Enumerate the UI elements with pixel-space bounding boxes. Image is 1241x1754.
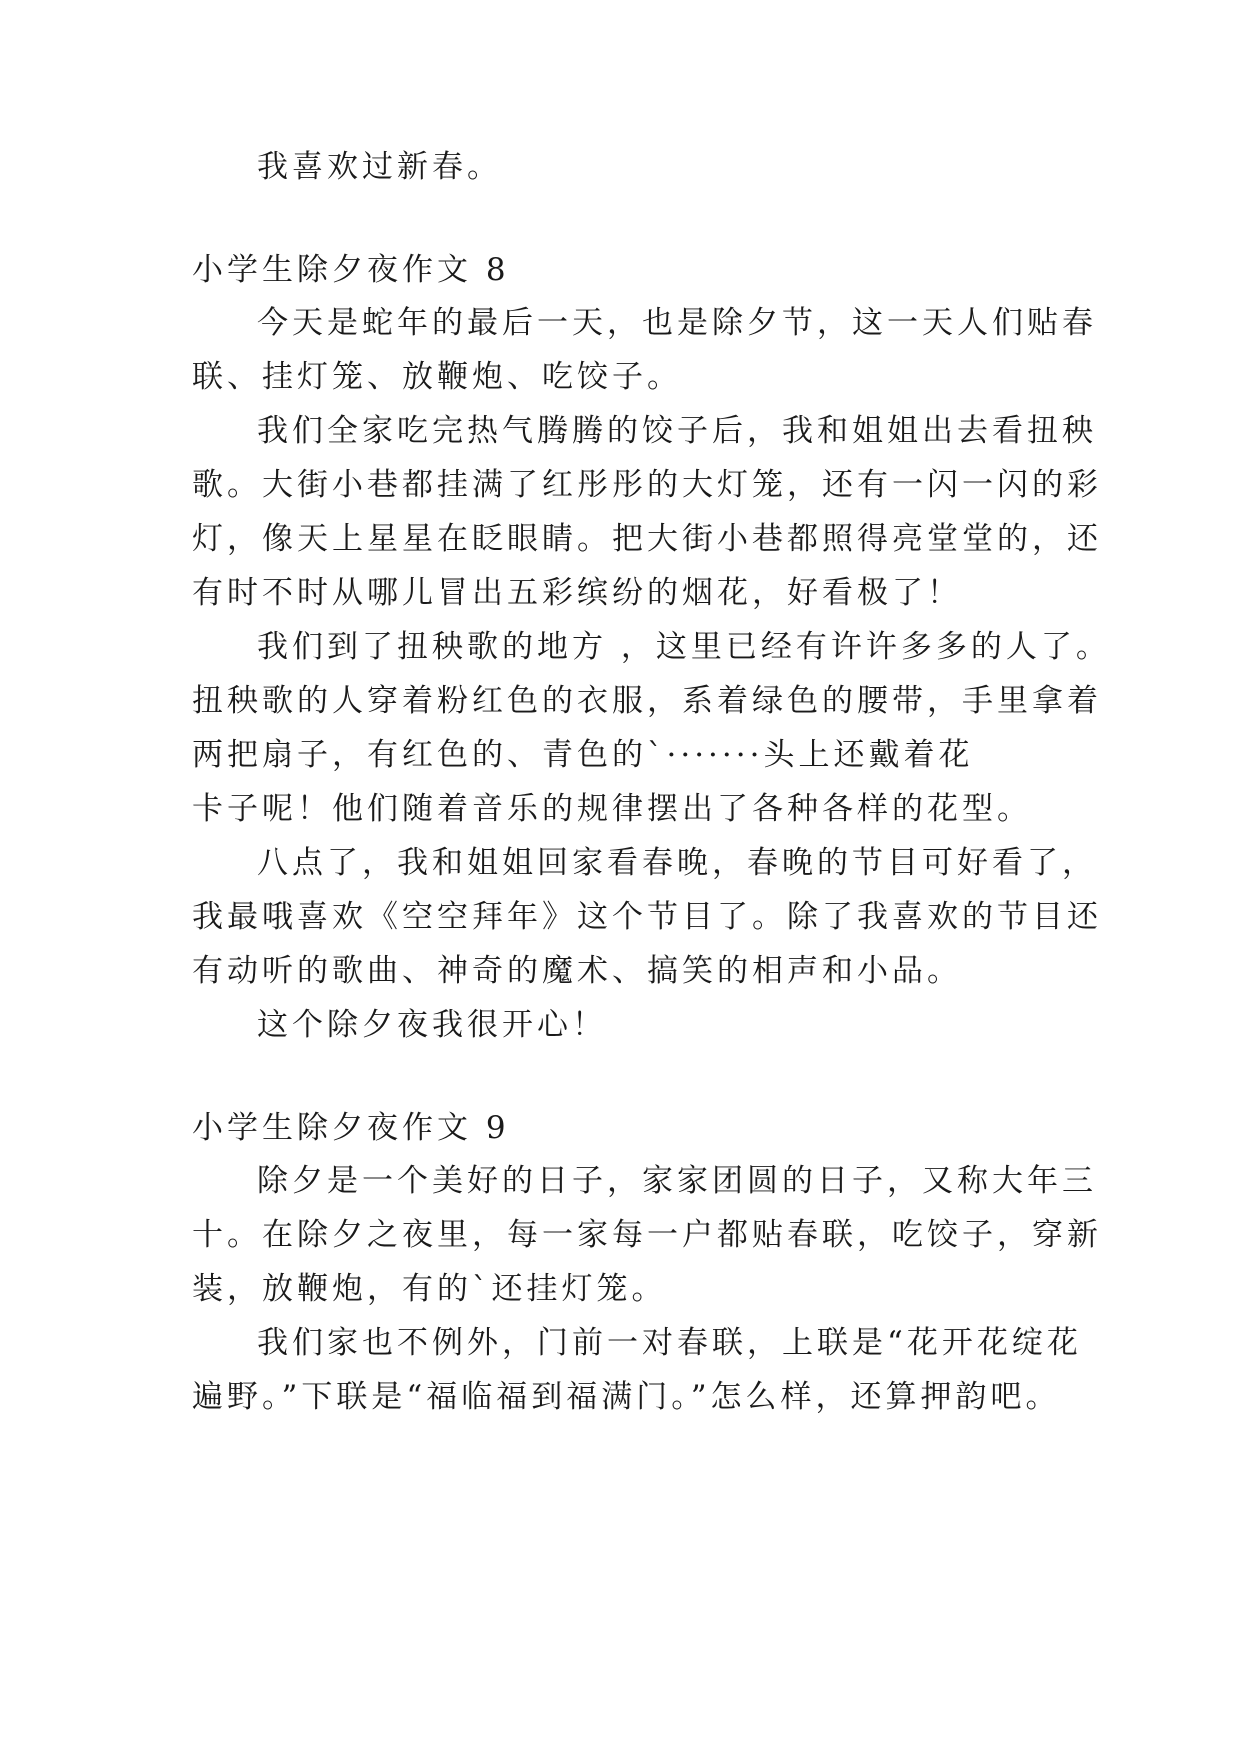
essay8-p3-line2: 扭秧歌的人穿着粉红色的衣服，系着绿色的腰带，手里拿着 [192,683,1102,719]
essay8-p3-line3: 两把扇子，有红色的、青色的`·······头上还戴着花 [192,737,974,773]
essay8-p2-line1: 我们全家吃完热气腾腾的饺子后，我和姐姐出去看扭秧 [257,413,1097,449]
intro-closing-line: 我喜欢过新春。 [257,149,502,185]
essay8-p3-line1: 我们到了扭秧歌的地方 ，这里已经有许许多多的人了。 [257,629,1111,665]
essay8-p4-line3: 有动听的歌曲、神奇的魔术、搞笑的相声和小品。 [192,953,962,989]
essay8-p2-line3: 灯，像天上星星在眨眼睛。把大街小巷都照得亮堂堂的，还 [192,521,1102,557]
essay8-p4-line2: 我最哦喜欢《空空拜年》这个节目了。除了我喜欢的节目还 [192,899,1102,935]
essay9-p1-line1: 除夕是一个美好的日子，家家团圆的日子，又称大年三 [257,1163,1097,1199]
essay8-title: 小学生除夕夜作文 8 [192,252,510,288]
essay9-p2-line1: 我们家也不例外，门前一对春联，上联是“花开花绽花 [257,1325,1082,1361]
essay8-p1-line1: 今天是蛇年的最后一天，也是除夕节，这一天人们贴春 [257,305,1097,341]
essay8-p3-line4: 卡子呢！他们随着音乐的规律摆出了各种各样的花型。 [192,791,1032,827]
essay9-title: 小学生除夕夜作文 9 [192,1110,510,1146]
essay9-p1-line3: 装，放鞭炮，有的`还挂灯笼。 [192,1271,667,1307]
essay8-p2-line4: 有时不时从哪儿冒出五彩缤纷的烟花，好看极了！ [192,575,962,611]
essay9-p1-line2: 十。在除夕之夜里，每一家每一户都贴春联，吃饺子，穿新 [192,1217,1102,1253]
essay8-p4-line1: 八点了，我和姐姐回家看春晚，春晚的节目可好看了， [257,845,1097,881]
essay8-p1-line2: 联、挂灯笼、放鞭炮、吃饺子。 [192,359,682,395]
essay9-p2-line2: 遍野。”下联是“福临福到福满门。”怎么样，还算押韵吧。 [192,1379,1061,1415]
essay8-p5-line1: 这个除夕夜我很开心！ [257,1007,607,1043]
essay8-p2-line2: 歌。大街小巷都挂满了红彤彤的大灯笼，还有一闪一闪的彩 [192,467,1102,503]
